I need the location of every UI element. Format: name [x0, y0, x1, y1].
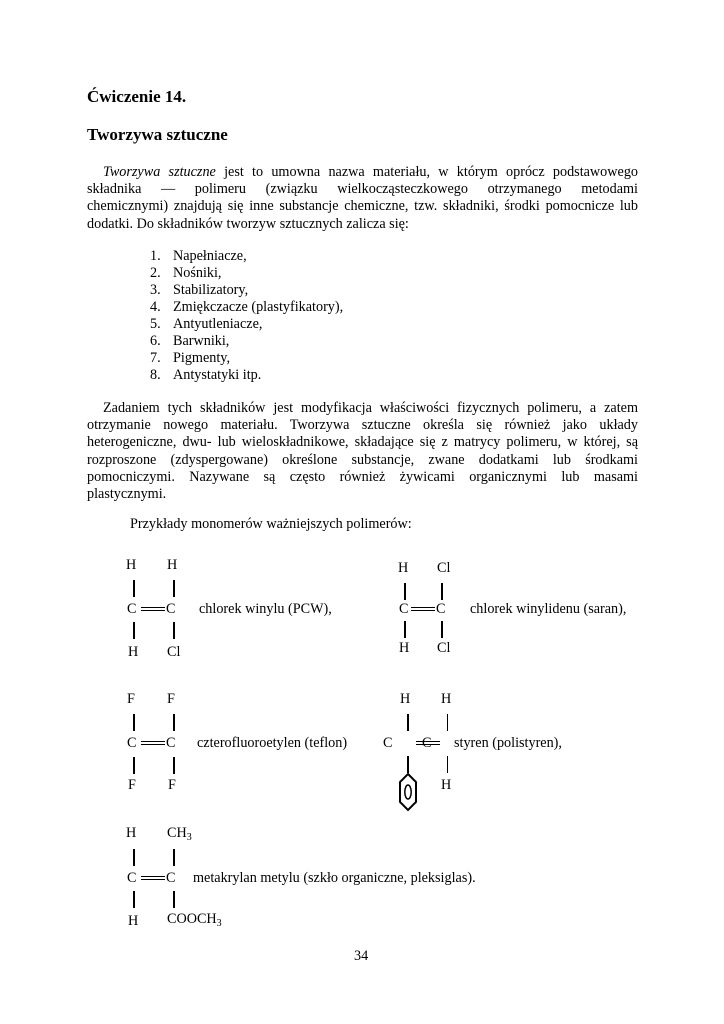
section-title: Tworzywa sztuczne — [87, 125, 228, 144]
compound-name: chlorek winylidenu (saran), — [470, 601, 627, 617]
compound-name: metakrylan metylu (szkło organiczne, pleksiglas). — [193, 870, 476, 886]
benzene-ring-icon — [398, 772, 418, 812]
second-paragraph — [87, 400, 638, 503]
single-bond — [441, 583, 443, 600]
intro-italic-term: Tworzywa sztuczne — [103, 164, 216, 180]
atom-label: H — [167, 557, 178, 573]
compound-name: chlorek winylu (PCW), — [199, 601, 332, 617]
atom-label: Cl — [437, 640, 451, 656]
atom-label: Cl — [437, 560, 451, 576]
double-bond — [141, 876, 165, 880]
atom-label: F — [128, 777, 136, 793]
compound-name: styren (polistyren), — [454, 735, 562, 751]
single-bond — [133, 714, 135, 731]
components-list — [150, 248, 343, 384]
single-bond — [173, 891, 175, 908]
atom-label: H — [399, 640, 410, 656]
paragraph-line: pomocniczymi. Nazywane są często również żywicami organicznymi lub masami — [87, 468, 638, 485]
atom-label: F — [168, 777, 176, 793]
atom-label: H — [441, 691, 452, 707]
list-item: 6. Barwniki, — [150, 333, 230, 349]
atom-label: Cl — [167, 644, 181, 660]
atom-label: C — [127, 870, 137, 886]
single-bond — [441, 621, 443, 638]
single-bond — [173, 580, 175, 597]
atom-label: C — [166, 870, 176, 886]
single-bond — [404, 621, 406, 638]
atom-label: H — [126, 557, 137, 573]
atom-label: H — [441, 777, 452, 793]
list-item: 8. Antystatyki itp. — [150, 367, 262, 383]
double-bond — [141, 741, 165, 745]
single-bond — [133, 580, 135, 597]
intro-paragraph — [87, 164, 638, 233]
single-bond — [133, 622, 135, 639]
paragraph-line: Zadaniem tych składników jest modyfikacja właściwości fizycznych polimeru, a zatem — [103, 400, 638, 416]
single-bond — [133, 891, 135, 908]
atom-label: C — [166, 601, 176, 617]
atom-label: C — [166, 735, 176, 751]
single-bond — [173, 622, 175, 639]
intro-line: składnika — polimeru (związku wielkocząsteczkowego otrzymanego metodami — [87, 181, 638, 198]
atom-label: C — [422, 735, 432, 751]
intro-line: dodatki. Do składników tworzyw sztucznych zalicza się: — [87, 215, 409, 232]
atom-label: F — [167, 691, 175, 707]
page-number: 34 — [354, 948, 369, 964]
single-bond — [447, 756, 448, 773]
intro-line: Tworzywa sztuczne jest to umowna nazwa materiału, w którym oprócz podstawowego — [103, 164, 639, 180]
paragraph-line: heterogeniczne, dwu- lub wieloskładnikowe, składające się z matrycy polimeru, w której, są — [87, 434, 638, 451]
single-bond — [407, 714, 409, 731]
double-bond — [141, 607, 165, 611]
atom-label: H — [126, 825, 137, 841]
single-bond — [133, 849, 135, 866]
atom-label: C — [127, 735, 137, 751]
atom-label: C — [399, 601, 409, 617]
atom-label: C — [436, 601, 446, 617]
atom-label: $CH_3$ — [167, 825, 192, 843]
atom-label: H — [128, 913, 139, 929]
list-item: 1. Napełniacze, — [150, 248, 247, 264]
atom-label: C — [383, 735, 393, 751]
atom-label: C — [127, 601, 137, 617]
single-bond — [173, 757, 175, 774]
single-bond — [173, 849, 175, 866]
compound-name: czterofluoroetylen (teflon) — [197, 735, 348, 751]
intro-line: chemicznymi) znajdują się inne substancje chemiczne, tzw. składniki, środki pomocnicze lub — [87, 198, 638, 215]
single-bond — [173, 714, 175, 731]
list-item: 3. Stabilizatory, — [150, 282, 249, 298]
list-item: 5. Antyutleniacze, — [150, 316, 263, 332]
double-bond — [411, 607, 435, 611]
single-bond — [407, 756, 409, 773]
atom-label: F — [127, 691, 135, 707]
exercise-title: Ćwiczenie 14. — [87, 87, 187, 106]
single-bond — [447, 714, 448, 731]
paragraph-line: otrzymanie nowego materiału. Tworzywa sztuczne określa się również jako układy — [87, 417, 638, 434]
list-item: 2. Nośniki, — [150, 265, 222, 281]
examples-heading: Przykłady monomerów ważniejszych polimerów: — [130, 516, 412, 532]
atom-label: H — [398, 560, 409, 576]
list-item: 7. Pigmenty, — [150, 350, 231, 366]
atom-label: H — [128, 644, 139, 660]
list-item: 4. Zmiękczacze (plastyfikatory), — [150, 299, 344, 315]
double-bond — [416, 741, 440, 745]
paragraph-line: rozproszone (zdyspergowane) określone substancje, zwane dodatkami lub środkami — [87, 451, 638, 468]
atom-label: $COOCH_3$ — [167, 911, 222, 929]
paragraph-line: plastycznymi. — [87, 486, 167, 503]
single-bond — [404, 583, 406, 600]
single-bond — [133, 757, 135, 774]
atom-label: H — [400, 691, 411, 707]
